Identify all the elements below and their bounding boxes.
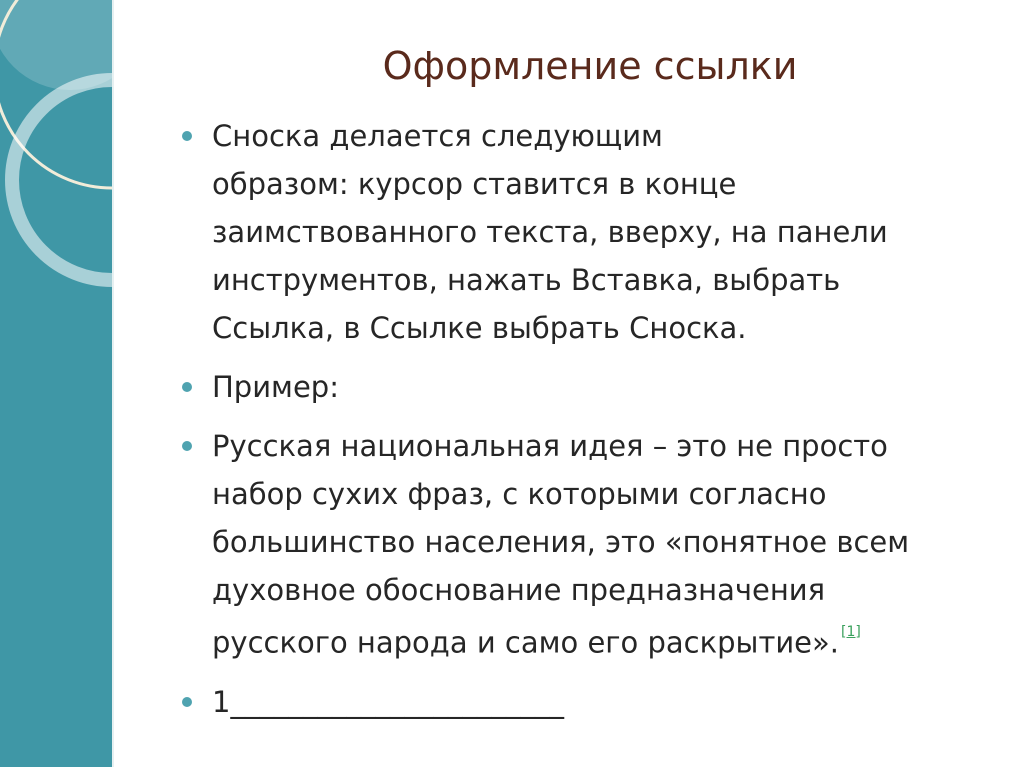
bullet-item-footnote-line bbox=[178, 678, 998, 726]
bullet-line: инструментов, нажать Вставка, выбрать bbox=[212, 263, 841, 297]
bullet-line: набор сухих фраз, с которыми согласно bbox=[212, 477, 827, 511]
slide-content bbox=[178, 112, 998, 737]
bullet-line-text: русского народа и само его раскрытие». bbox=[212, 625, 839, 660]
bullet-line: заимствованного текста, вверху, на панели bbox=[212, 215, 888, 249]
bullet-line bbox=[212, 614, 998, 667]
bullet-dot-icon bbox=[182, 441, 192, 451]
bullet-dot-icon bbox=[182, 697, 192, 707]
bullet-item-footnote-instructions bbox=[178, 112, 998, 352]
bullet-line: духовное обоснование предназначения bbox=[212, 573, 826, 607]
slide-title: Оформление ссылки bbox=[382, 44, 798, 88]
bullet-line: Сноска делается следующим bbox=[212, 119, 663, 153]
bullet-dot-icon bbox=[182, 131, 192, 141]
bullet-line: Пример: bbox=[212, 370, 339, 404]
band-edge-divider bbox=[112, 0, 114, 767]
decorative-circles bbox=[0, 0, 112, 767]
bullet-line: большинство населения, это «понятное всем bbox=[212, 525, 910, 559]
bullet-line: Ссылка, в Ссылке выбрать Сноска. bbox=[212, 311, 747, 345]
bullet-line: образом: курсор ставится в конце bbox=[212, 167, 737, 201]
bullet-line: 1_______________________ bbox=[212, 684, 564, 719]
bullet-item-example-label bbox=[178, 363, 998, 411]
bullet-item-example-quote bbox=[178, 422, 998, 667]
bullet-dot-icon bbox=[182, 382, 192, 392]
decorative-side-band bbox=[0, 0, 112, 767]
footnote-reference-link[interactable]: [1] bbox=[840, 624, 861, 640]
bullet-line: Русская национальная идея – это не просто bbox=[212, 429, 888, 463]
